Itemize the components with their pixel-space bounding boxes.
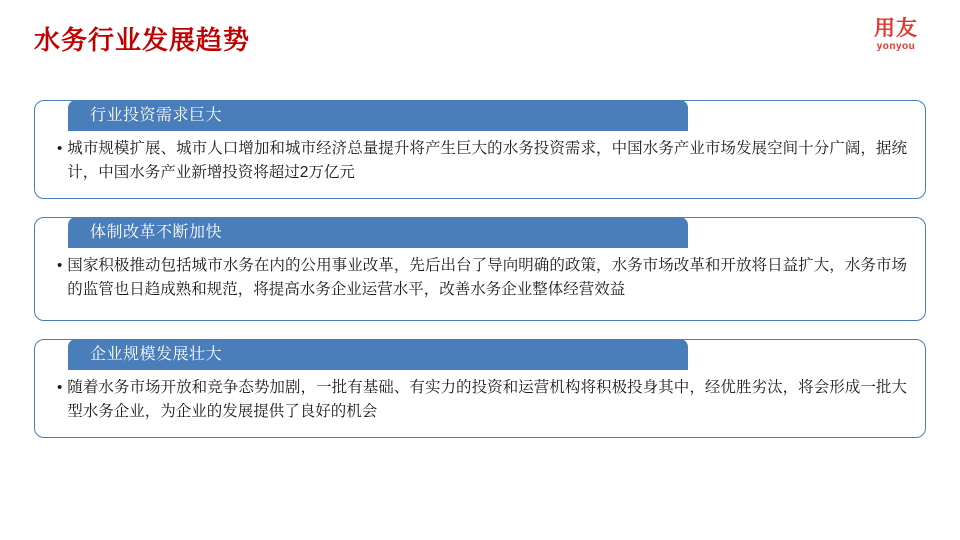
bullet-text: 城市规模扩展、城市人口增加和城市经济总量提升将产生巨大的水务投资需求，中国水务产业市场发展空间十分广阔，据统计，中国水务产业新增投资将超过2万亿元 [67,140,907,182]
content-block-header: 企业规模发展壮大 [68,339,688,370]
content-block [34,339,926,438]
bullet-marker: • [57,378,63,396]
bullet-text: 国家积极推动包括城市水务在内的公用事业改革，先后出台了导向明确的政策，水务市场改革和开放将日益扩大，水务市场的监管也日趋成熟和规范，将提高水务企业运营水平，改善水务企业整体经营效益 [67,256,907,299]
content-block [34,100,926,199]
content-blocks [34,100,926,456]
bullet-marker: • [57,256,63,274]
logo-main-text: 用友 [874,17,918,40]
content-block-header: 体制改革不断加快 [68,217,688,248]
bullet-marker: • [57,140,63,157]
logo-sub-text: yonyou [876,41,916,52]
bullet-text: 随着水务市场开放和竞争态势加剧，一批有基础、有实力的投资和运营机构将积极投身其中，经优胜劣汰，将会形成一批大型水务企业，为企业的发展提供了良好的机会 [67,378,907,421]
bullet-item [57,254,907,303]
bullet-item [57,376,907,425]
yonyou-logo [860,18,932,52]
content-block-header: 行业投资需求巨大 [68,100,688,131]
bullet-item [57,137,907,186]
page-title: 水务行业发展趋势 [34,25,251,55]
content-block [34,217,926,321]
